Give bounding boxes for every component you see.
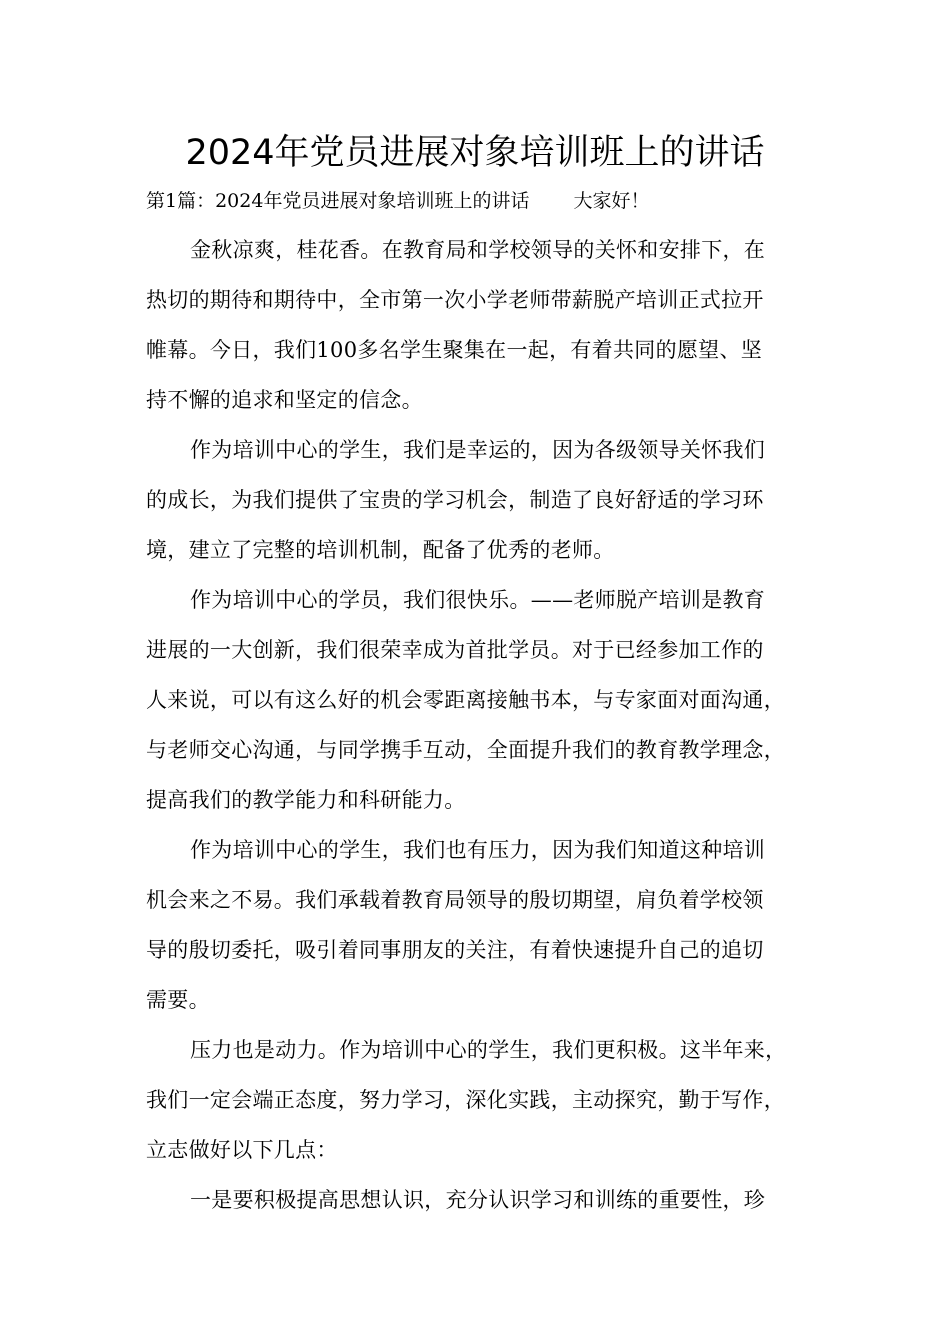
paragraph-line: 提高我们的教学能力和科研能力。 [146, 788, 466, 812]
paragraph-line: 作为培训中心的学生，我们也有压力，因为我们知道这种培训 [190, 838, 766, 862]
document-title: 2024年党员进展对象培训班上的讲话 [185, 133, 765, 173]
paragraph-line: 持不懈的追求和坚定的信念。 [146, 388, 423, 412]
paragraph-line: 导的殷切委托，吸引着同事朋友的关注，有着快速提升自己的追切 [146, 938, 764, 962]
paragraph-line: 与老师交心沟通，与同学携手互动，全面提升我们的教育教学理念， [146, 738, 785, 762]
paragraph-line: 我们一定会端正态度，努力学习，深化实践，主动探究，勤于写作， [146, 1088, 785, 1112]
paragraph-line: 进展的一大创新，我们很荣幸成为首批学员。对于已经参加工作的 [146, 638, 764, 662]
section-heading: 第1篇：2024年党员进展对象培训班上的讲话 [146, 190, 530, 212]
paragraph-line: 帷幕。今日，我们100多名学生聚集在一起，有着共同的愿望、坚 [146, 338, 763, 362]
paragraph-line: 人来说，可以有这么好的机会零距离接触书本，与专家面对面沟通， [146, 688, 785, 712]
paragraph-line: 一是要积极提高思想认识，充分认识学习和训练的重要性，珍 [190, 1188, 766, 1212]
document-subtitle-line [146, 186, 649, 216]
paragraph-line: 境，建立了完整的培训机制，配备了优秀的老师。 [146, 538, 615, 562]
paragraph-line: 的成长，为我们提供了宝贵的学习机会，制造了良好舒适的学习环 [146, 488, 764, 512]
paragraph-line: 需要。 [146, 988, 210, 1012]
paragraph-line: 压力也是动力。作为培训中心的学生，我们更积极。这半年来， [190, 1038, 787, 1062]
paragraph-line: 机会来之不易。我们承载着教育局领导的殷切期望，肩负着学校领 [146, 888, 764, 912]
paragraph-line: 立志做好以下几点： [146, 1138, 338, 1162]
greeting: 大家好！ [573, 190, 650, 212]
paragraph-line: 热切的期待和期待中，全市第一次小学老师带薪脱产培训正式拉开 [146, 288, 764, 312]
paragraph-line: 作为培训中心的学生，我们是幸运的，因为各级领导关怀我们 [190, 438, 766, 462]
paragraph-line: 金秋凉爽，桂花香。在教育局和学校领导的关怀和安排下，在 [190, 238, 766, 262]
paragraph-line: 作为培训中心的学员，我们很快乐。——老师脱产培训是教育 [190, 588, 766, 612]
